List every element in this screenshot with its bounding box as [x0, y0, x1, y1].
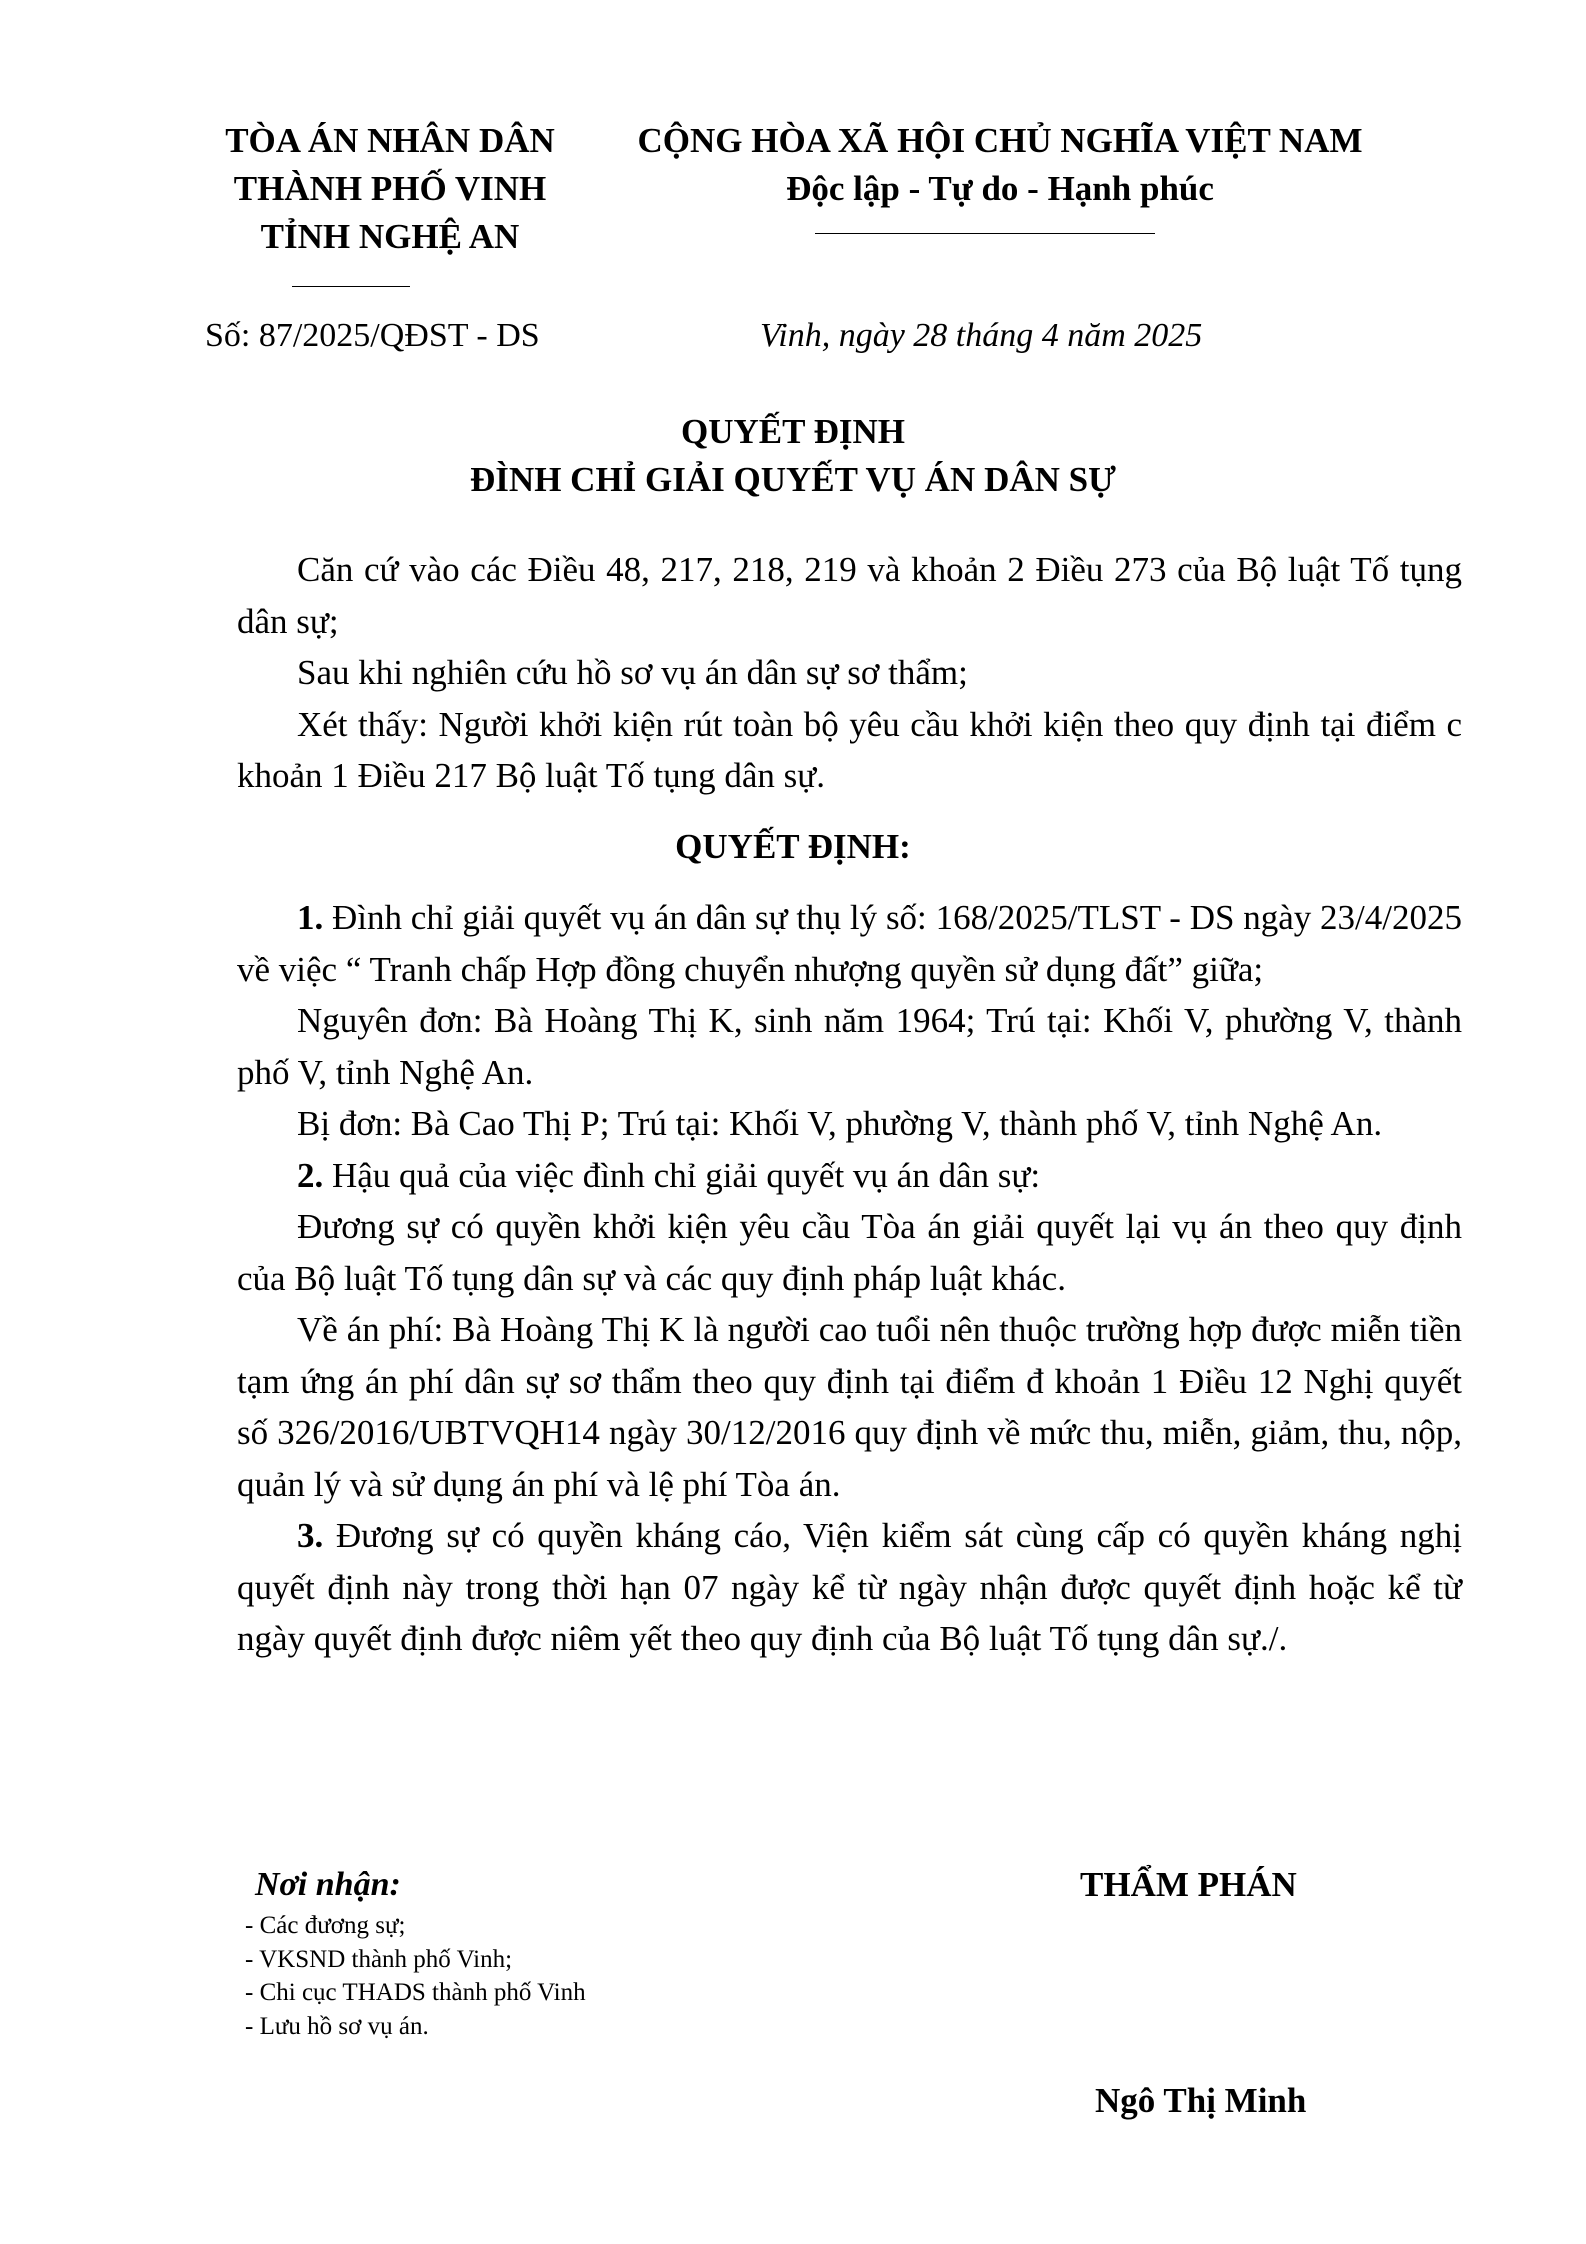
defendant-info: Bị đơn: Bà Cao Thị P; Trú tại: Khối V, phường V, thành phố V, tỉnh Nghệ An. — [297, 1104, 1383, 1143]
decision-heading: QUYẾT ĐỊNH: — [675, 827, 911, 866]
document-subtitle: ĐÌNH CHỈ GIẢI QUYẾT VỤ ÁN DÂN SỰ — [470, 460, 1116, 499]
court-name-underline — [292, 286, 410, 287]
motto-underline — [815, 233, 1155, 234]
document-number: Số: 87/2025/QĐST - DS — [205, 317, 540, 354]
item-2-consequence: Đương sự có quyền khởi kiện yêu cầu Tòa án giải quyết lại vụ án theo quy định của Bộ luật Tố tụng dân sự và các quy định pháp luật khác. — [237, 1207, 1462, 1298]
decision-item-2 — [237, 1150, 1462, 1202]
preamble-review: Sau khi nghiên cứu hồ sơ vụ án dân sự sơ thẩm; — [297, 653, 968, 692]
national-title: CỘNG HÒA XÃ HỘI CHỦ NGHĨA VIỆT NAM — [637, 121, 1363, 160]
item-3-text: Đương sự có quyền kháng cáo, Viện kiểm sát cùng cấp có quyền kháng nghị quyết định này trong thời hạn 07 ngày kể từ ngày nhận được quyết định hoặc kể từ ngày quyết định được niêm yết theo quy định của Bộ luật Tố tụng dân sự./. — [237, 1516, 1462, 1658]
decision-item-1 — [237, 892, 1462, 995]
preamble-finding: Xét thấy: Người khởi kiện rút toàn bộ yêu cầu khởi kiện theo quy định tại điểm c khoản 1 Điều 217 Bộ luật Tố tụng dân sự. — [237, 704, 1462, 795]
place-date: Vinh, ngày 28 tháng 4 năm 2025 — [760, 317, 1203, 354]
decision-item-3 — [237, 1510, 1462, 1665]
recipients-title: Nơi nhận: — [255, 1866, 401, 1903]
court-name-line3: TỈNH NGHỆ AN — [260, 217, 520, 256]
recipient-item: - Lưu hồ sơ vụ án. — [245, 2012, 429, 2040]
item-2-number: 2. — [297, 1155, 324, 1195]
item-1-text: Đình chỉ giải quyết vụ án dân sự thụ lý số: 168/2025/TLST - DS ngày 23/4/2025 về việc “ Tranh chấp Hợp đồng chuyển nhượng quyền sử dụng đất” giữa; — [237, 898, 1462, 989]
preamble — [237, 544, 1462, 802]
national-motto: Độc lập - Tự do - Hạnh phúc — [786, 169, 1214, 208]
decision-body — [237, 892, 1462, 1665]
court-name-line1: TÒA ÁN NHÂN DÂN — [225, 121, 555, 160]
item-2-court-fee: Về án phí: Bà Hoàng Thị K là người cao tuổi nên thuộc trường hợp được miễn tiền tạm ứng án phí dân sự sơ thẩm theo quy định tại điểm đ khoản 1 Điều 12 Nghị quyết số 326/2016/UBTVQH14 ngày 30/12/2016 quy định về mức thu, miễn, giảm, thu, nộp, quản lý và sử dụng án phí và lệ phí Tòa án. — [237, 1310, 1462, 1504]
preamble-legal-basis: Căn cứ vào các Điều 48, 217, 218, 219 và khoản 2 Điều 273 của Bộ luật Tố tụng dân sự; — [237, 550, 1462, 641]
item-1-number: 1. — [297, 898, 324, 937]
recipient-item: - VKSND thành phố Vinh; — [245, 1945, 513, 1973]
judge-name: Ngô Thị Minh — [1095, 2081, 1307, 2120]
item-2-text: Hậu quả của việc đình chỉ giải quyết vụ án dân sự: — [323, 1155, 1041, 1195]
recipient-item: - Chi cục THADS thành phố Vinh — [245, 1979, 586, 2006]
court-name-line2: THÀNH PHỐ VINH — [233, 169, 547, 208]
document-title: QUYẾT ĐỊNH — [681, 412, 905, 451]
plaintiff-info: Nguyên đơn: Bà Hoàng Thị K, sinh năm 1964; Trú tại: Khối V, phường V, thành phố V, tỉnh Nghệ An. — [237, 1001, 1462, 1092]
court-name-block — [200, 117, 580, 261]
judge-title: THẨM PHÁN — [1080, 1865, 1297, 1904]
item-3-number: 3. — [297, 1516, 324, 1555]
recipient-item: - Các đương sự; — [245, 1912, 406, 1939]
recipients-list — [245, 1909, 586, 2043]
national-title-block — [620, 117, 1380, 213]
